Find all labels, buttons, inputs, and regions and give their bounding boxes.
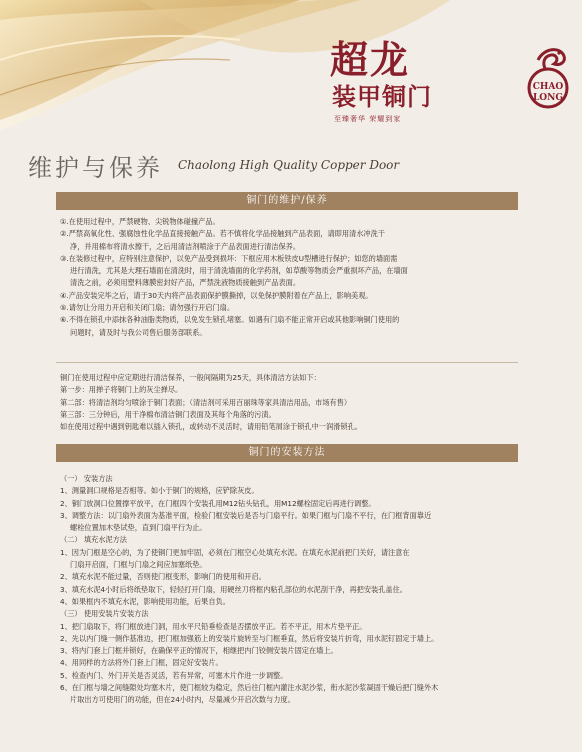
text-line: （二） 填充水泥方法: [60, 535, 127, 545]
text-line: ②.严禁高氧化性、强腐蚀性化学品直接接触产品。若不慎将化学品接触到产品表面，请即用清水冲洗干: [60, 229, 385, 239]
text-line: ⑤.请勿让分用力开启和关闭门扇；请勿强行开启门扇。: [60, 303, 235, 313]
brand-title: 超龙: [330, 38, 411, 82]
brand-slogan: 至臻奢华 荣耀到家: [334, 115, 402, 123]
text-line: （一） 安装方法: [60, 474, 113, 483]
text-line: ③.在装修过程中，应特别注意保护，以免产品受到损坏：下框应用木板铁皮U型槽进行保护；如您的墙面需: [60, 253, 398, 263]
text-line: （三） 使用安装片安装方法: [60, 609, 149, 619]
text-line: 螺栓位置加木垫试垫，直到门扇平行为止。: [70, 523, 207, 533]
page-heading: [28, 148, 558, 184]
text-line: 如在使用过程中遇到钥匙难以插入锁孔，或转动不灵活时，请用铅笔屑涂于锁孔中一润滑锁孔。: [60, 422, 362, 432]
brand-logo-block: [330, 38, 564, 130]
text-line: 进行清洗，尤其是大理石墙面在清洗时，用于清洗墙面的化学药剂，如草酸等物质会严重损坏产品，在墙面: [70, 266, 408, 276]
text-line: 净，并用棉布将清水擦干，之后用清洁剂喷涂于产品表面进行清洁保养。: [70, 241, 301, 251]
text-line: 3、调整方法：以门扇外表面为基准平面，检验门框安装后是否与门扇平行。如果门框与门扇不平行，在门框背面靠近: [60, 510, 432, 520]
brand-logo-text: [530, 82, 566, 104]
brand-subtitle: 装甲铜门: [332, 83, 432, 111]
text-line: 5、检查内门、外门开关是否灵活，若有异常，可塞木片作进一步调整。: [60, 670, 288, 680]
text-line: 4、如果框内不填充水泥，影响使用功能，后果自负。: [60, 596, 230, 606]
maintenance-section-bar: 铜门的维护/保养: [56, 192, 518, 210]
maintenance-notes: [60, 216, 530, 339]
text-line: 3、将内门套上门框并锁好，在确保平正的情况下，相继把内门铰侧安装片固定在墙上。: [60, 646, 338, 656]
text-line: 1、把门扇取下，将门框放进门洞，用水平尺铅垂检查是否摆放平正。若不平正，用木片垫平正。: [60, 621, 367, 631]
logo-text-line-2: LONG: [532, 93, 564, 103]
section-divider: [56, 362, 518, 363]
text-line: 3、填充水泥4小时后将纸垫取下，轻轻打开门扇，用硬丝刀将框内粘孔部位的水泥刮干净，再把安装孔盖住。: [60, 584, 407, 594]
installation-section-bar: 铜门的安装方法: [56, 444, 518, 462]
text-line: ⑥.不得在锁孔中添抹各种油脂类物质，以免发生锁孔堵塞。如遇有门扇不能正常开启或其他影响铜门使用的: [60, 315, 400, 325]
text-line: 铜门在使用过程中应定期进行清洁保养，一般间隔期为25天，具体清洁方法如下：: [60, 373, 321, 382]
text-line: 6、在门框与墙之间缝隙处均塞木片，使门框较为稳定，然后往门框内灌注水泥沙浆，衔水泥沙浆凝固干燥后把门缝外木: [60, 683, 439, 693]
text-line: 第三部：三分钟后，用干净棉布清洁铜门表面及其每个角落的污渍。: [60, 409, 276, 419]
text-line: 门扇开启面，门框与门扇之间应加塞纸垫。: [70, 560, 207, 570]
text-line: 2、铜门放洞口位置撑平放平，在门框四个安装孔用M12钻头钻孔，用M12螺栓固定后再进行调整。: [60, 498, 376, 508]
logo-text-line-1: CHAO: [532, 82, 564, 92]
text-line: 4、用同样的方法将外门套上门框，固定好安装片。: [60, 658, 223, 668]
text-line: 2、填充水泥不能过量，否则使门框变形，影响门的使用和开启。: [60, 572, 266, 582]
text-line: 1、因为门框是空心的，为了使铜门更加牢固，必须在门框空心处填充水泥。在填充水泥前把门关好，请注意在: [60, 547, 410, 557]
text-line: 清洗之前，必须用塑料薄膜密封好产品，严禁洗液物质接触到产品表面。: [70, 278, 301, 288]
text-line: 2、先以内门缝一侧作基准边，把门框加强筋上的安装片旋转至与门框垂直，然后将安装片折弯，用水泥钉固定于墙上。: [60, 633, 439, 643]
text-line: 第一步：用掸子将铜门上的灰尘掸尽。: [60, 385, 183, 395]
text-line: 片取出方可使用门的功能，但在24小时内，尽量减少开启次数与力度。: [70, 695, 295, 705]
text-line: 第二部：将清洁剂均匀喷涂于铜门表面；（清洁剂可采用百丽珠等家具清洁用品，市场有售）: [60, 397, 352, 407]
text-line: 问题时，请及时与我公司售后服务部联系。: [70, 327, 207, 337]
text-line: ④.产品安装完毕之后，请于30天内将产品表面保护膜撕掉，以免保护膜附着在产品上，影响美观。: [60, 290, 373, 300]
text-line: 1、测量洞口规格是否相等。如小于铜门的规格，应铲除灰皮。: [60, 486, 259, 496]
installation-steps: [60, 473, 530, 707]
text-line: ①.在使用过程中，严禁硬物、尖锐物体碰撞产品。: [60, 217, 220, 226]
heading-chinese: 维护与保养: [28, 154, 163, 182]
cleaning-steps: [60, 372, 530, 433]
heading-english: Chaolong High Quality Copper Door: [178, 158, 400, 172]
